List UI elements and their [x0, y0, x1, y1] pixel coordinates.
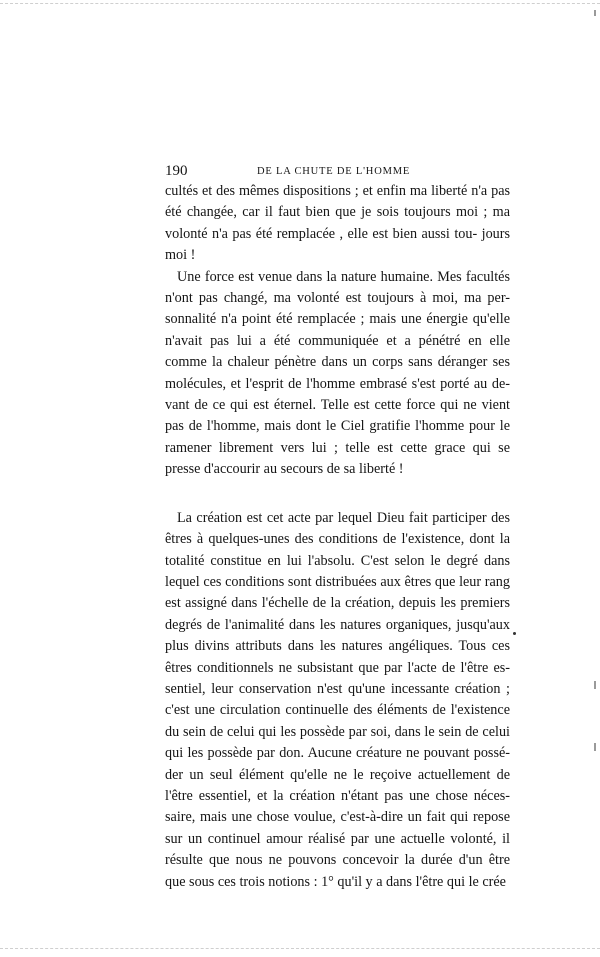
text-line: l'être essentiel, et la création n'étant pas une chose néces- [165, 787, 510, 804]
text-line: vant de ce qui est éternel. Telle est cette force qui ne vient [165, 397, 510, 414]
text-line: lequel ces conditions sont distribuées aux êtres que leur rang [165, 573, 510, 590]
text-line: sentiel, leur conservation n'est qu'une incessante création ; [165, 680, 510, 697]
text-line: Une force est venue dans la nature humaine. Mes facultés [177, 268, 510, 285]
text-line: comme la chaleur pénètre dans un corps sans déranger ses [165, 354, 510, 371]
text-line: êtres à quelques-unes des conditions de l'existence, dont la [165, 531, 510, 548]
text-line: der un seul élément qu'elle ne le reçoive actuellement de [165, 766, 510, 783]
bottom-scan-edge [0, 948, 600, 949]
text-line: ramener librement vers lui ; telle est cette grace qui se presse [165, 439, 510, 478]
paragraph-3 [165, 508, 510, 893]
text-line: saire, mais une chose voulue, c'est-à-dire un fait qui repose [165, 809, 510, 826]
text-line: cultés et des mêmes dispositions ; et enfin ma liberté n'a [165, 183, 488, 199]
text-line: degrés de l'animalité dans les natures organiques, jusqu'aux [165, 616, 510, 633]
margin-dot [513, 632, 516, 635]
text-line: ma volonté n'a pas été remplacée , elle est bien aussi tou- [165, 204, 510, 242]
text-line: La création est cet acte par lequel Dieu fait participer des [177, 509, 510, 526]
top-scan-edge [0, 3, 600, 4]
section-gap [165, 481, 510, 508]
paragraph-1 [165, 181, 510, 267]
text-line: sous ces trois notions : 1° qu'il y a dans l'être qui le crée [189, 873, 506, 890]
text-line: plus divins attributs dans les natures angéliques. Tous ces [165, 638, 510, 655]
text-line: c'est une circulation continuelle des éléments de l'existence [165, 702, 510, 719]
text-line: est assigné dans l'échelle de la création, depuis les premiers [165, 595, 510, 612]
running-head: DE LA CHUTE DE L'HOMME [257, 166, 411, 177]
page-header [165, 162, 510, 182]
page-number: 190 [165, 163, 188, 179]
margin-mark [594, 743, 596, 751]
text-line: pas de l'homme, mais dont le Ciel gratifie l'homme pour le [165, 418, 510, 435]
text-line: molécules, et l'esprit de l'homme embrasé s'est porté au de- [165, 375, 510, 392]
text-line: êtres conditionnels ne subsistant que par l'acte de l'être es- [165, 659, 510, 676]
text-line: du sein de celui qui les possède par soi, dans le sein de celui [165, 723, 510, 740]
margin-mark [594, 681, 596, 689]
margin-mark [594, 10, 596, 16]
text-line: n'ont pas changé, ma volonté est toujours à moi, ma per- [165, 290, 510, 307]
text-line: qui les possède par don. Aucune créature ne pouvant possé- [165, 745, 510, 762]
text-line: jours moi ! [165, 225, 511, 264]
text-line: sur un continuel amour réalisé par une actuelle volonté, il [165, 830, 510, 847]
text-line: n'avait pas lui a été communiquée et a pénétré en elle [165, 332, 510, 349]
text-line: totalité constitue en lui l'absolu. C'est selon le degré dans [165, 552, 510, 569]
body-text [165, 181, 510, 893]
paragraph-2 [165, 267, 510, 481]
text-line: pas été changée, car il faut bien que je sois toujours moi ; [165, 183, 511, 221]
text-line: sonnalité n'a point été remplacée ; mais une énergie qu'elle [165, 311, 510, 328]
text-line: d'accourir au secours de sa liberté ! [204, 461, 404, 478]
text-line: résulte que nous ne pouvons concevoir la durée d'un être que [165, 852, 510, 890]
